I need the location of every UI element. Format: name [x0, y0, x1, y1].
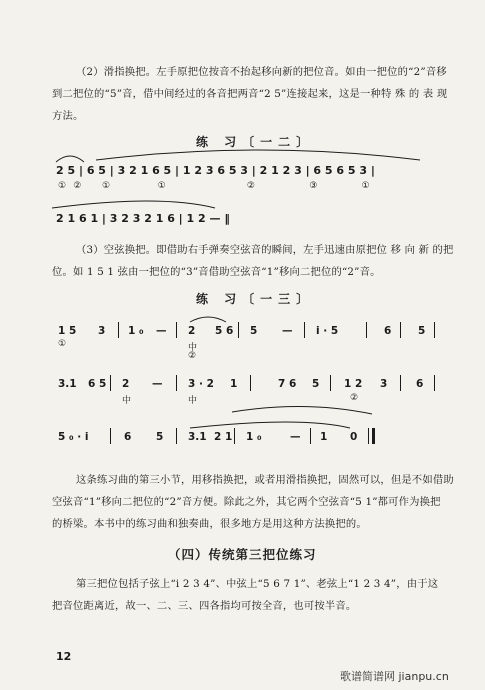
- note: 1: [230, 378, 238, 390]
- string-mark: ①: [58, 339, 67, 349]
- note: 6: [416, 378, 424, 390]
- barline: [234, 428, 235, 444]
- section3-line-2: 位。如 1 5 1 弦由一把位的“3”音借助空弦音“1”移向二把位的“2”音。: [52, 266, 381, 278]
- note: 3 · 2: [188, 378, 214, 390]
- final-barline: [372, 428, 375, 444]
- barline: [110, 428, 111, 444]
- note: 1 2: [344, 378, 363, 390]
- section2-line-3: 方法。: [52, 110, 84, 122]
- barline: [110, 375, 111, 391]
- section3-line-1: （3）空弦换把。即借助右手弹奏空弦音的瞬间，左手迅速由原把位 移 向 新 的把: [76, 244, 454, 256]
- note: 5: [418, 325, 426, 337]
- section2-line-1: （2）滑指换把。左手原把位按音不抬起移向新的把位音。如由一把位的“2”音移: [76, 66, 447, 78]
- note: 5 6: [215, 325, 234, 337]
- exercise-13-title: 练 习〔一三〕: [196, 292, 315, 306]
- exercise-12-line-2-notes: 2 1 6 1 | 3 2 3 2 1 6 | 1 2 — ‖: [56, 212, 230, 225]
- exercise-12-line-1-marks: ① ② ① ① ② ③ ①: [58, 181, 371, 191]
- barline: [400, 375, 401, 391]
- string-mark: 中: [188, 343, 198, 353]
- note: —: [282, 325, 293, 337]
- note: 3: [98, 325, 106, 337]
- barline: [250, 375, 251, 391]
- barline: [368, 428, 369, 444]
- note: 3.1: [58, 378, 77, 390]
- string-mark: 中: [188, 396, 198, 406]
- barline: [330, 375, 331, 391]
- note: —: [290, 431, 301, 443]
- string-mark: ②: [188, 351, 197, 361]
- note: i · 5: [316, 325, 339, 337]
- note: 2: [188, 325, 196, 337]
- section3-cont-line-2: 空弦音“1”移向二把位的“2”音方便。除此之外，其它两个空弦音“5 1”都可作为换把: [52, 496, 441, 508]
- watermark: 歌谱简谱网 jianpu.cn: [340, 670, 449, 683]
- barline: [434, 375, 435, 391]
- note: 0: [350, 431, 358, 443]
- barline: [310, 428, 311, 444]
- note: 2: [122, 378, 130, 390]
- note: 1: [320, 431, 328, 443]
- note: 7 6: [278, 378, 297, 390]
- note: 3.1: [188, 431, 207, 443]
- string-mark: ②: [350, 393, 359, 403]
- note: 5: [250, 325, 258, 337]
- section2-line-2: 到二把位的“5”音，借中间经过的各音把两音“2 5”连接起来，这是一种特 殊 的 表 现: [52, 88, 448, 100]
- note: 5: [312, 378, 320, 390]
- note: —: [152, 378, 163, 390]
- note: 1 ₀: [128, 325, 144, 337]
- note: 6: [124, 431, 132, 443]
- barline: [176, 428, 177, 444]
- note: 5 ₀ · i: [58, 431, 89, 443]
- section4-heading: （四）传统第三把位练习: [168, 547, 317, 562]
- barline: [176, 375, 177, 391]
- note: 5: [156, 431, 164, 443]
- note: 2 1: [214, 431, 233, 443]
- section4-line-1: 第三把位包括子弦上“i 2 3 4”、中弦上“5 6 7 1”、老弦上“1 2 3 4”，由于这: [76, 578, 439, 590]
- note: 1 5: [58, 325, 77, 337]
- exercise-12-line-1-notes: 2 5 | 6 5 | 3 2 1 6 5 | 1 2 3 6 5 3 | 2 1 2 3 | 6 5 6 5 3 |: [56, 164, 375, 177]
- note: —: [156, 325, 167, 337]
- note: 6 5: [88, 378, 107, 390]
- note: 3: [380, 378, 388, 390]
- section3-cont-line-3: 的桥梁。本书中的练习曲和独奏曲，很多地方是用这种方法换把的。: [52, 518, 367, 530]
- section4-line-2: 把音位距离近，故一、二、三、四各指均可按全音，也可按半音。: [52, 600, 357, 612]
- page-number: 12: [56, 650, 72, 663]
- note: 6: [384, 325, 392, 337]
- note: 1 ₀: [246, 431, 262, 443]
- section3-cont-line-1: 这条练习曲的第三小节，用移指换把，或者用滑指换把，固然可以，但是不如借助: [76, 474, 454, 486]
- exercise-12-title: 练 习〔一二〕: [196, 135, 315, 149]
- string-mark: 中: [122, 396, 132, 406]
